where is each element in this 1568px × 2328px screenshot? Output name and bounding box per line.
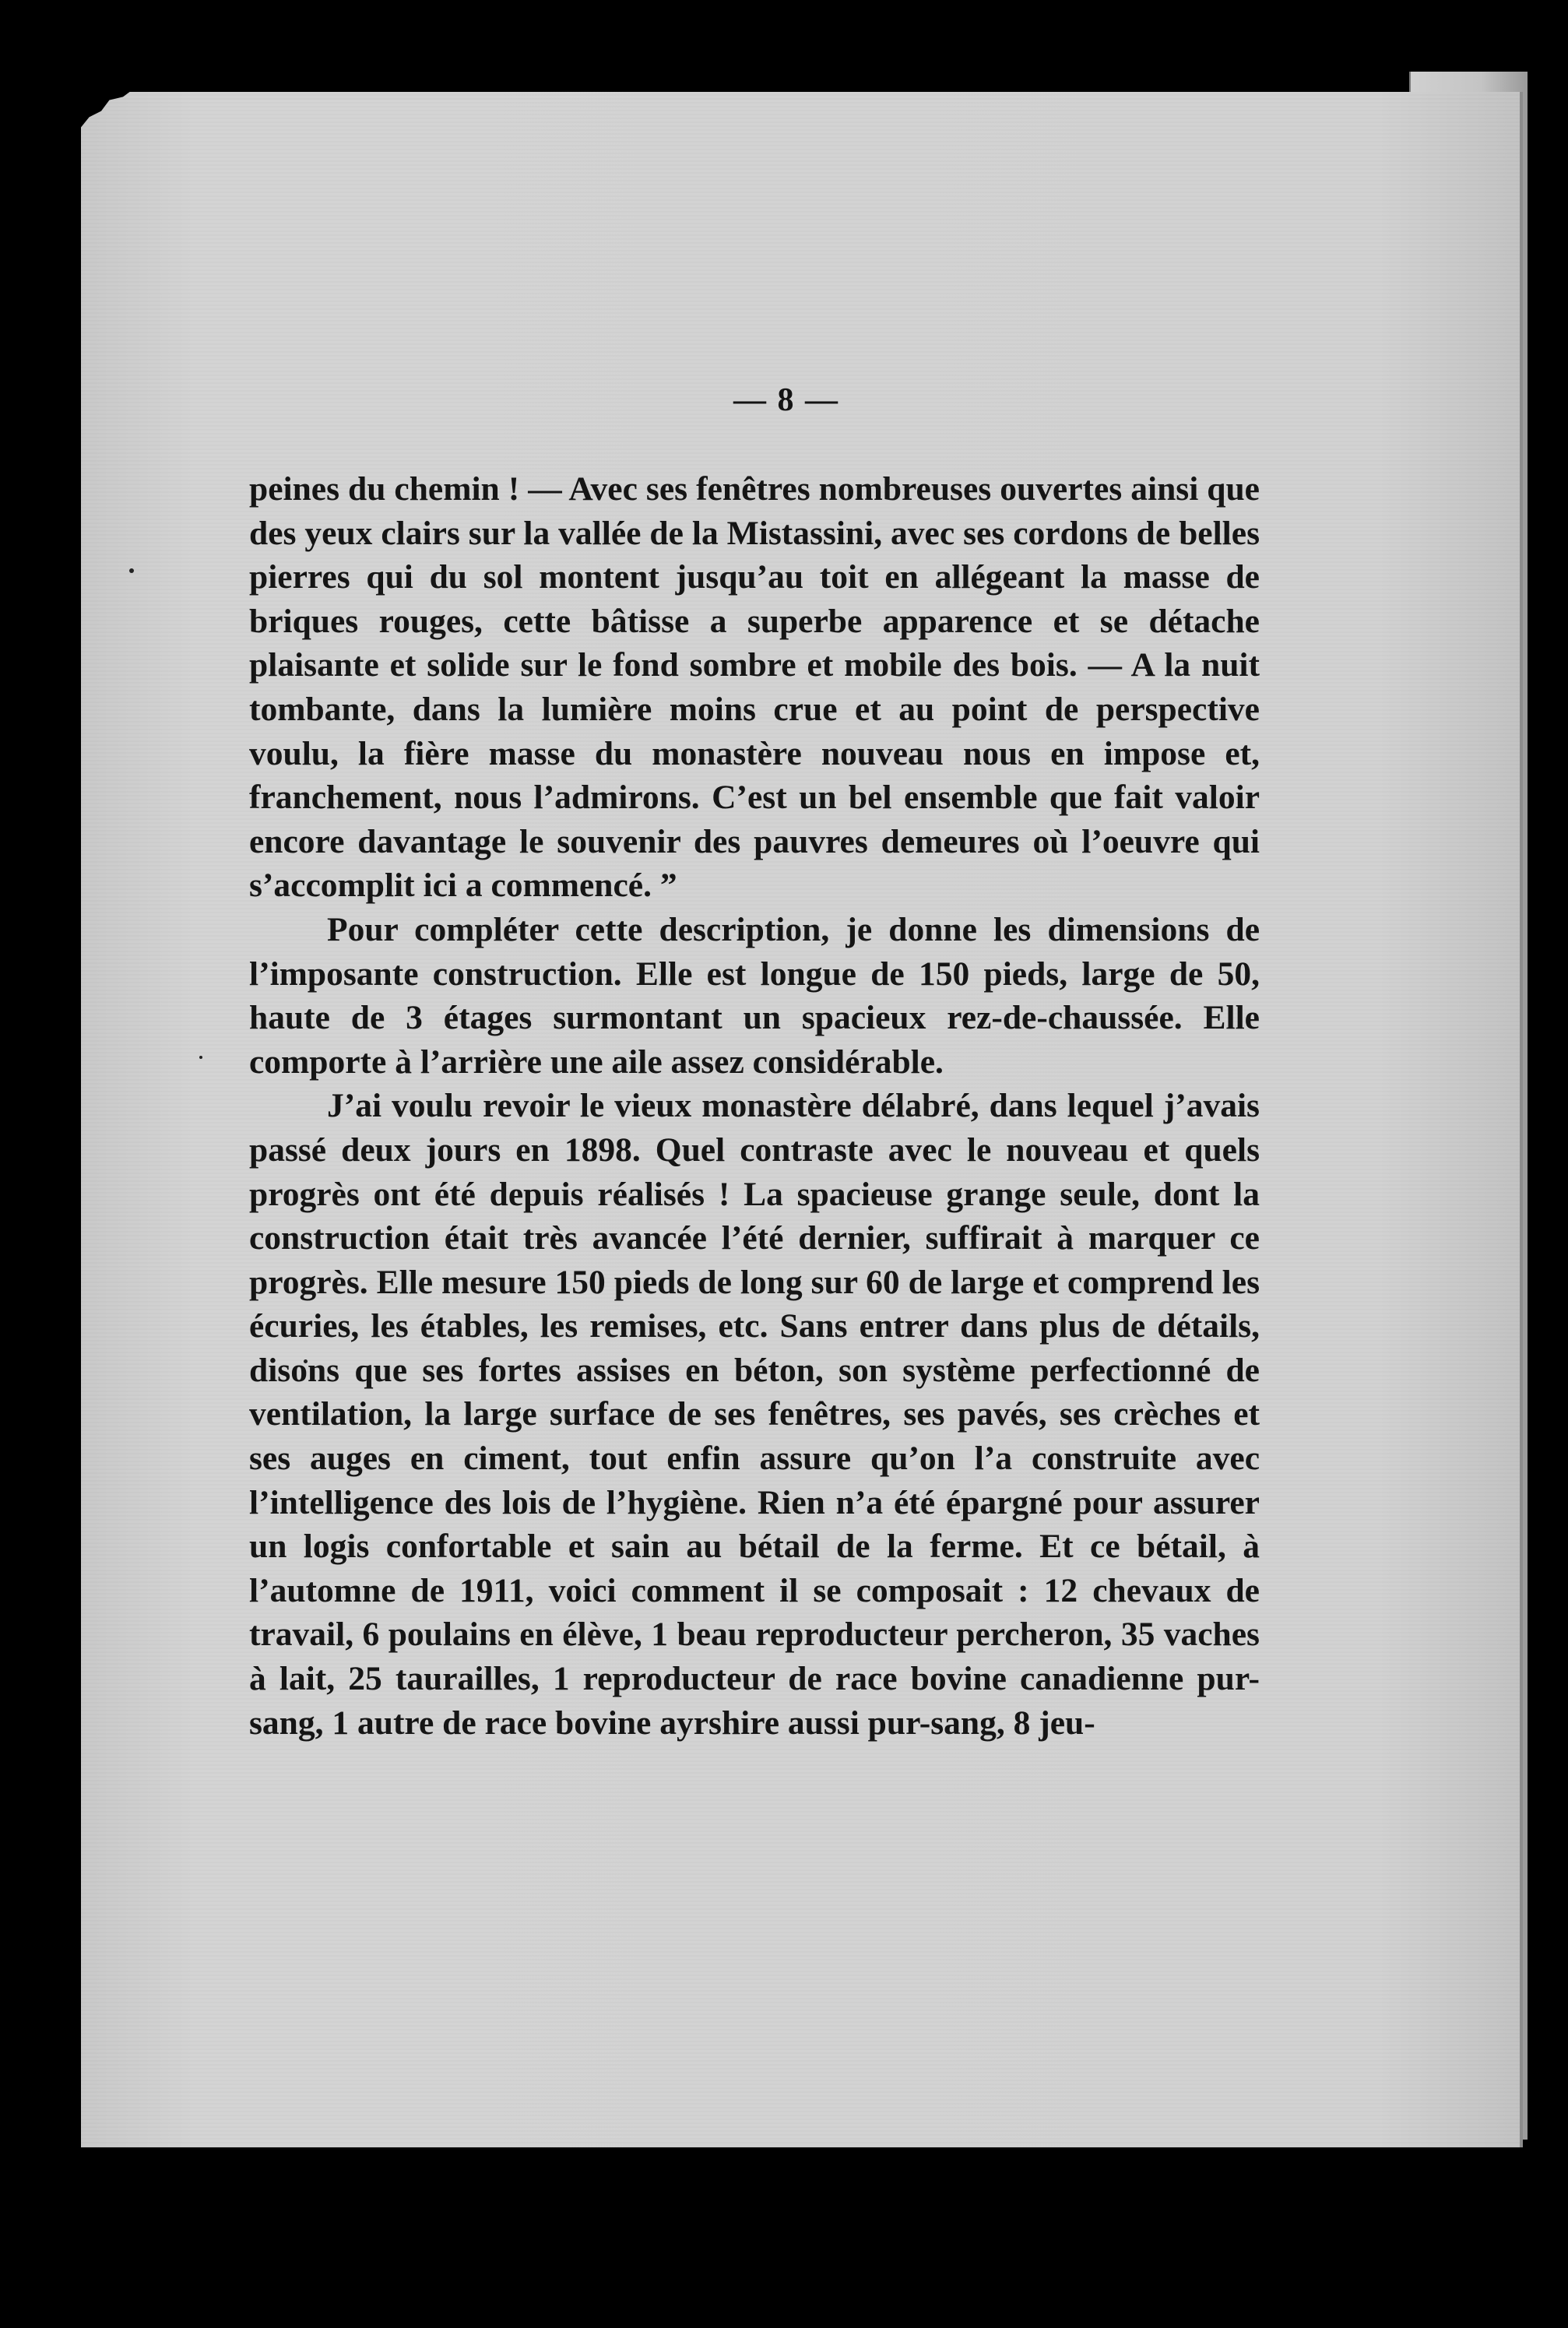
paragraph: peines du chemin ! — Avec ses fenêtres nombreuses ouvertes ainsi que des yeux clairs sur la vallée de la Mistassini, avec ses cordons de belles pierres qui du sol montent jusqu’au toit en allégeant la masse de briques rouges, cette bâtisse a superbe apparence et se détache plaisante et solide sur le fond sombre et mobile des bois. — A la nuit tombante, dans la lumière moins crue et au point de perspective voulu, la fière masse du monastère nouveau nous en impose et, franchement, nous l’admirons. C’est un bel ensemble que fait valoir encore davantage le souvenir des pauvres demeures où l’oeuvre qui s’accomplit ici a commencé. ” [249,470,1260,905]
paragraph: J’ai voulu revoir le vieux monastère délabré, dans lequel j’avais passé deux jours en 1898. Quel contraste avec le nouveau et quels progrès ont été depuis réalisés ! La spacieuse grange seule, dont la construction était très avancée l’été dernier, suffirait à marquer ce progrès. Elle mesure 150 pieds de long sur 60 de large et comprend les écuries, les étables, les remises, etc. Sans entrer dans plus de détails, disons que ses fortes assises en béton, son système perfectionné de ventilation, la large surface de ses fenêtres, ses pavés, ses crèches et ses auges en ciment, tout enfin assure qu’on l’a construite avec l’intelligence des lois de l’hygiène. Rien n’a été épargné pour assurer un logis confortable et sain au bétail de la ferme. Et ce bétail, à l’automne de 1911, voici comment il se composait : 12 chevaux de travail, 6 poulains en élève, 1 beau reproducteur percheron, 35 vaches à lait, 25 taurailles, 1 reproducteur de race bovine canadienne pur-sang, 1 autre de race bovine ayrshire aussi pur-sang, 8 jeu- [249,1087,1260,1742]
speck [129,568,134,573]
paragraph: Pour compléter cette description, je donne les dimensions de l’imposante construction. Elle est longue de 150 pieds, large de 50, haute de 3 étages surmontant un spacieux rez-de-chaussée. Elle comporte à l’arrière une aile assez considérable. [249,910,1260,1081]
body-text [249,467,1260,1745]
torn-corner [79,89,134,129]
page-number: — 8 — [733,382,839,418]
speck [199,1056,202,1059]
